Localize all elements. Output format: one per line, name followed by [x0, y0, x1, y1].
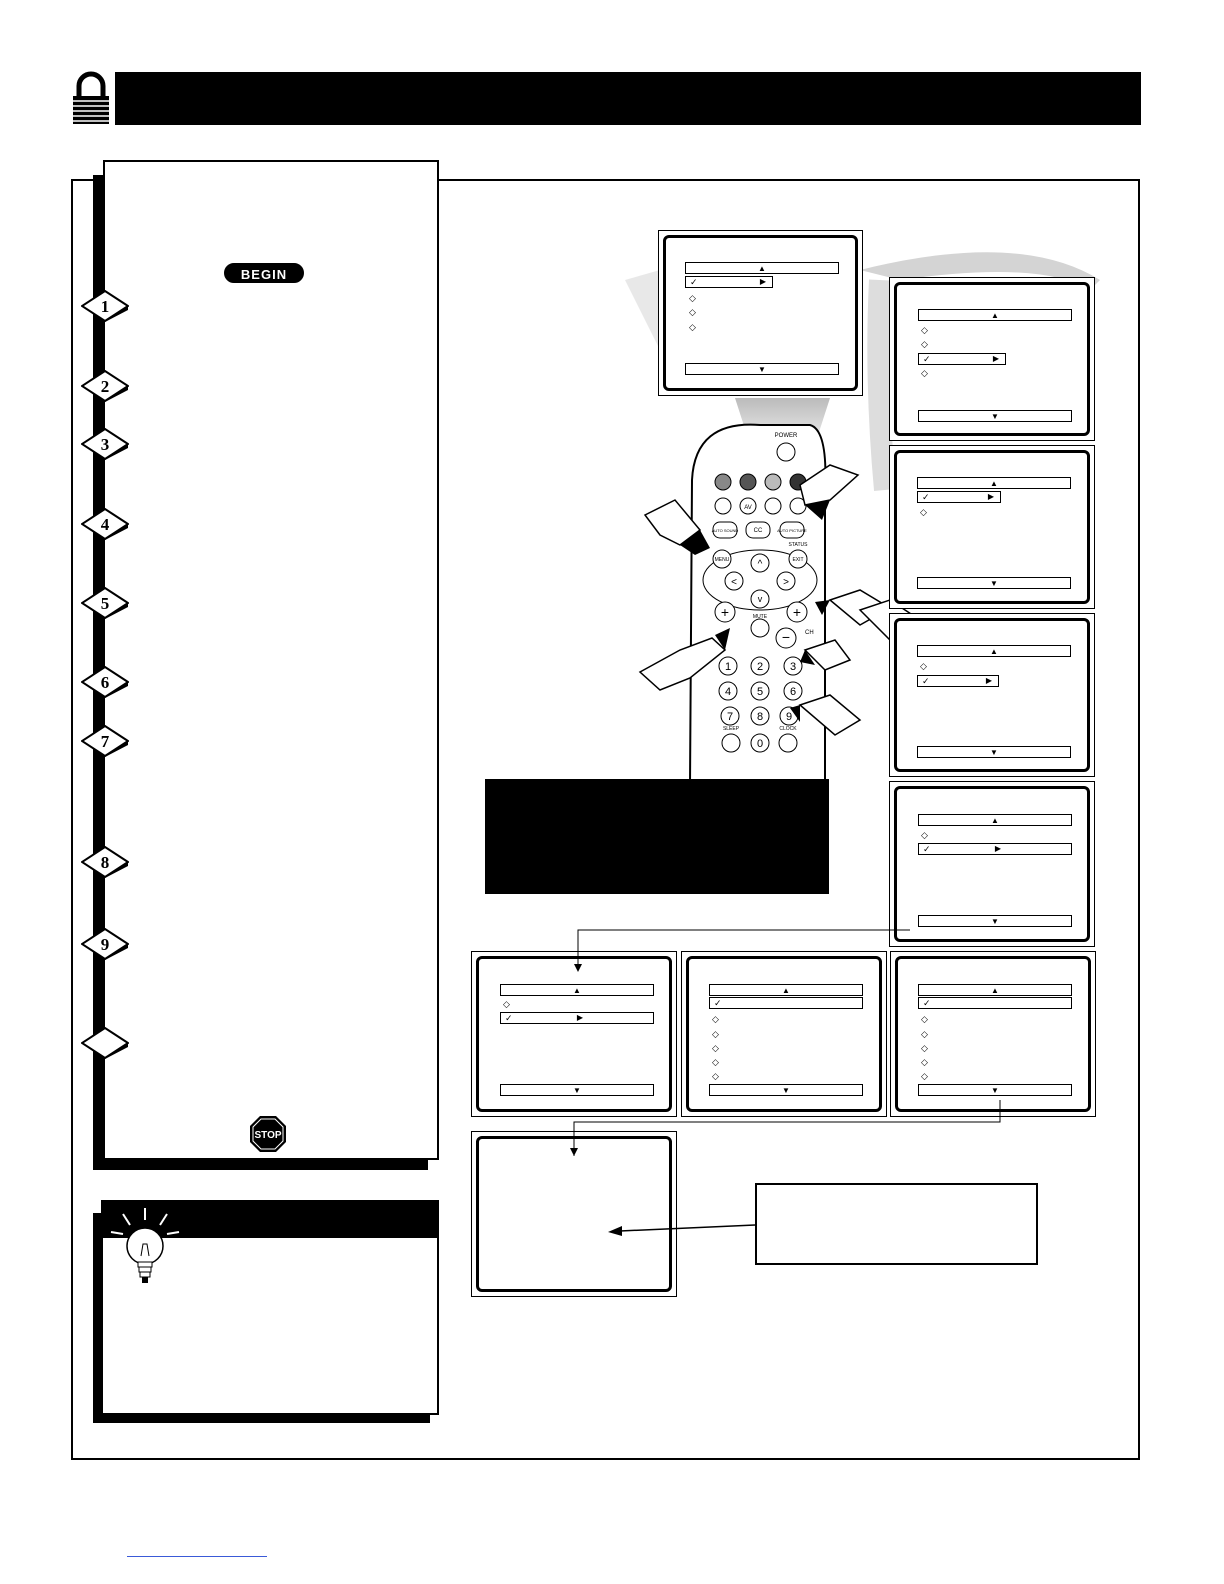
- tv-menu-screen-bottom-1: ▲ ◇ ✓ ▶ ▼: [471, 951, 677, 1117]
- step-8-number: 8: [100, 853, 110, 872]
- svg-text:−: −: [781, 629, 791, 645]
- digit-4: 4: [724, 686, 732, 698]
- stop-label: STOP: [254, 1130, 282, 1141]
- tv-menu-screen-right-2: ▲ ✓ ▶ ◇ ▼: [889, 445, 1095, 609]
- steps-panel: [100, 160, 439, 1160]
- sleep-label: SLEEP: [722, 726, 740, 732]
- digit-8: 8: [756, 711, 764, 723]
- tv-menu-screen-right-4: ▲ ◇ ✓ ▶ ▼: [889, 781, 1095, 947]
- step-3-badge: [81, 428, 129, 460]
- clock-label: CLOCK: [779, 726, 797, 732]
- step-5-number: 5: [100, 594, 110, 613]
- step-1-number: 1: [100, 297, 110, 316]
- step-1-badge: [81, 290, 129, 322]
- light-bulb-icon: [105, 1200, 185, 1292]
- tv-menu-screen-right-3: ▲ ◇ ✓ ▶ ▼: [889, 613, 1095, 777]
- auto-picture-label: AUTO PICTURE: [777, 528, 807, 533]
- svg-text:<: <: [731, 577, 737, 588]
- digit-6: 6: [789, 686, 797, 698]
- cc-label: CC: [753, 528, 763, 534]
- power-button: [777, 443, 795, 461]
- digit-5: 5: [756, 686, 764, 698]
- digit-7: 7: [726, 711, 734, 723]
- stop-sign-icon: [249, 1115, 287, 1153]
- digit-2: 2: [756, 661, 764, 673]
- step-4-number: 4: [100, 515, 110, 534]
- step-4-badge: [81, 508, 129, 540]
- step-5-badge: [81, 587, 129, 619]
- step-6-badge: [81, 666, 129, 698]
- padlock-icon: [71, 70, 111, 126]
- step-7-number: 7: [100, 732, 110, 751]
- ch-label: CH: [805, 630, 814, 636]
- svg-text:v: v: [757, 594, 763, 604]
- svg-text:+: +: [792, 604, 802, 620]
- tv-menu-screen-main: ▲ ✓ ▶ ◇ ◇ ◇ ▼: [658, 230, 863, 396]
- step-9-number: 9: [100, 935, 110, 954]
- digit-0: 0: [756, 738, 764, 750]
- exit-label: EXIT: [792, 557, 804, 563]
- step-2-number: 2: [100, 377, 110, 396]
- step-6-number: 6: [100, 673, 110, 692]
- step-10-badge: [81, 1027, 129, 1059]
- mute-label: MUTE: [752, 614, 768, 620]
- step-8-badge: [81, 846, 129, 878]
- step-7-badge: [81, 725, 129, 757]
- av-label: AV: [744, 505, 752, 511]
- digit-9: 9: [785, 711, 793, 723]
- auto-sound-label: AUTO SOUND: [711, 528, 739, 533]
- power-label: POWER: [774, 433, 798, 439]
- tv-menu-screen-bottom-2: ▲ ✓ ◇ ◇ ◇ ◇ ◇ ▼: [681, 951, 887, 1117]
- tv-menu-screen-right-1: ▲ ◇ ◇ ✓ ▶ ◇ ▼: [889, 277, 1095, 441]
- selected-menu-item: ✓ ▶: [685, 276, 773, 288]
- page-title-bar: [115, 72, 1141, 125]
- instruction-black-box: [485, 779, 829, 894]
- svg-text:>: >: [783, 577, 789, 588]
- status-label: STATUS: [788, 542, 808, 548]
- footer-rule: [127, 1556, 267, 1557]
- tv-menu-screen-bottom-3: ▲ ✓ ◇ ◇ ◇ ◇ ◇ ▼: [890, 951, 1096, 1117]
- menu-label: MENU: [714, 557, 730, 563]
- svg-text:^: ^: [757, 559, 763, 570]
- step-2-badge: [81, 370, 129, 402]
- digit-3: 3: [789, 661, 797, 673]
- begin-badge: BEGIN: [224, 263, 304, 283]
- svg-text:+: +: [720, 604, 730, 620]
- digit-1: 1: [724, 661, 732, 673]
- step-9-badge: [81, 928, 129, 960]
- connector-arrows: [560, 920, 1060, 1300]
- step-3-number: 3: [100, 435, 110, 454]
